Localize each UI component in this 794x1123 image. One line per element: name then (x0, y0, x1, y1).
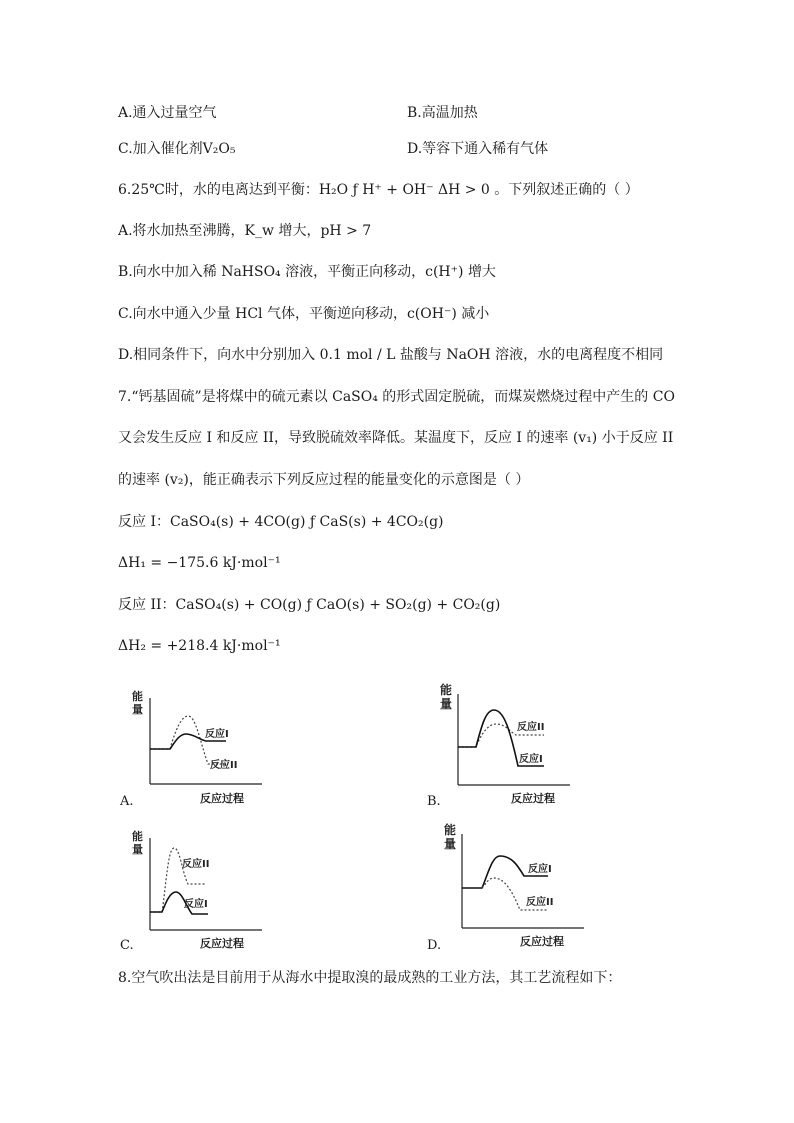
x-axis-label-b: 反应过程 (511, 792, 555, 805)
energy-diagram-d (440, 820, 590, 938)
label-reaction-2: 反应II (210, 760, 238, 771)
energy-diagram-a (128, 686, 268, 794)
label-reaction-2: 反应II (182, 859, 210, 870)
label-reaction-1: 反应I (519, 754, 543, 765)
q7-stem-line3: 的速率 (v₂)，能正确表示下列反应过程的能量变化的示意图是（ ） (118, 472, 530, 488)
reaction-2-equation: 反应 II：CaSO₄(s) + CO(g) ƒ CaO(s) + SO₂(g) + CO₂(g) (118, 597, 501, 613)
graph-letter-d: D. (427, 938, 442, 953)
y-axis-label-top: 能 (132, 690, 143, 703)
y-axis-label-top: 能 (444, 823, 457, 837)
graph-letter-a: A. (120, 794, 134, 809)
reaction-1-equation: 反应 I：CaSO₄(s) + 4CO(g) ƒ CaS(s) + 4CO₂(g) (118, 514, 444, 530)
q6-option-d: D.相同条件下，向水中分别加入 0.1 mol / L 盐酸与 NaOH 溶液，水的电离程度不相同 (118, 347, 664, 363)
q6-option-a: A.将水加热至沸腾，K_w 增大，pH > 7 (118, 223, 372, 239)
x-axis-label-c: 反应过程 (200, 937, 244, 950)
label-reaction-2: 反应II (517, 722, 545, 733)
q6-stem: 6.25℃时，水的电离达到平衡：H₂O ƒ H⁺ + OH⁻ ΔH > 0 。下列叙述正确的（ ） (118, 182, 639, 198)
y-axis-label-bottom: 量 (444, 837, 457, 851)
label-reaction-2: 反应II (526, 897, 554, 908)
q5-option-a: A.通入过量空气 (118, 105, 217, 121)
q6-option-b: B.向水中加入稀 NaHSO₄ 溶液，平衡正向移动，c(H⁺) 增大 (118, 264, 496, 280)
y-axis-label-bottom: 量 (132, 703, 143, 716)
energy-diagram-c (128, 826, 268, 938)
label-reaction-1: 反应I (205, 729, 229, 740)
x-axis-label-d: 反应过程 (520, 935, 564, 948)
label-reaction-1: 反应I (528, 864, 552, 875)
q5-option-b: B.高温加热 (407, 105, 478, 121)
x-axis-label-a: 反应过程 (200, 792, 244, 805)
reaction-1-enthalpy: ΔH₁ = −175.6 kJ·mol⁻¹ (118, 555, 281, 571)
y-axis-label-top: 能 (132, 830, 143, 843)
y-axis-label-bottom: 量 (132, 843, 143, 856)
graph-letter-c: C. (120, 938, 134, 953)
q7-stem-line1: 7.“钙基固硫”是将煤中的硫元素以 CaSO₄ 的形式固定脱硫，而煤炭燃烧过程中产生的 CO (118, 389, 675, 405)
label-reaction-1: 反应I (184, 899, 208, 910)
energy-diagram-b (436, 680, 576, 794)
y-axis-label-bottom: 量 (440, 697, 453, 711)
reaction-2-enthalpy: ΔH₂ = +218.4 kJ·mol⁻¹ (118, 638, 281, 654)
y-axis-label-top: 能 (440, 683, 453, 697)
q5-option-c: C.加入催化剂V₂O₅ (118, 141, 236, 157)
curve-reaction-2 (150, 716, 228, 764)
q8-stem: 8.空气吹出法是目前用于从海水中提取溴的最成熟的工业方法，其工艺流程如下： (118, 970, 622, 986)
q7-stem-line2: 又会发生反应 I 和反应 II，导致脱硫效率降低。某温度下，反应 I 的速率 (v₁) 小于反应 II (118, 430, 674, 446)
graph-letter-b: B. (427, 794, 441, 809)
q5-option-d: D.等容下通入稀有气体 (407, 141, 549, 157)
q6-option-c: C.向水中通入少量 HCl 气体，平衡逆向移动，c(OH⁻) 减小 (118, 306, 490, 322)
